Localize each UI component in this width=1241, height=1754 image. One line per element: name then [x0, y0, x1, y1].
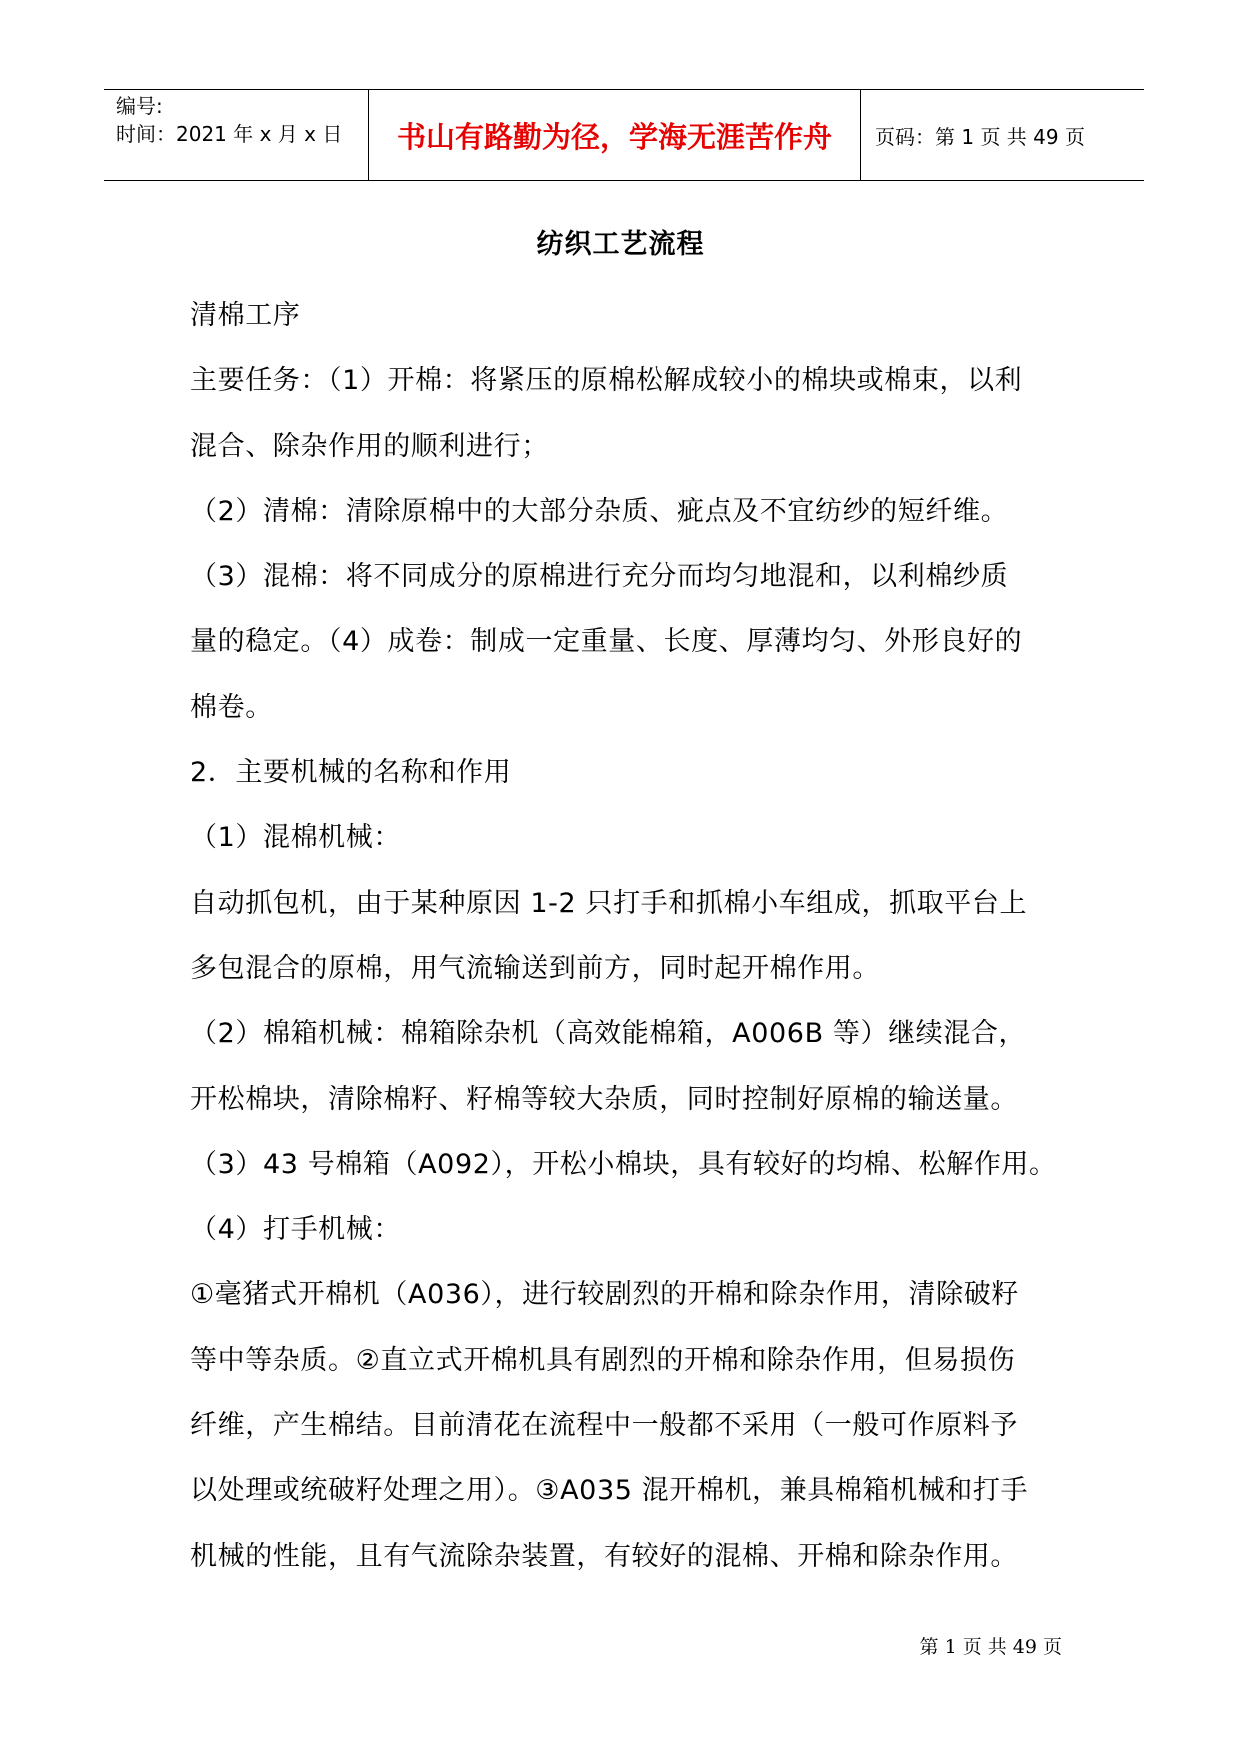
number-label: 编号:: [116, 94, 163, 118]
body-line: （3）43 号棉箱（A092），开松小棉块，具有较好的均棉、松解作用。: [190, 1148, 1057, 1180]
body-line: 清棉工序: [190, 300, 301, 331]
body-line: ①毫猪式开棉机（A036），进行较剧烈的开棉和除杂作用，清除破籽: [190, 1279, 1019, 1311]
page-header: [104, 89, 1144, 181]
body-line: 多包混合的原棉，用气流输送到前方，同时起开棉作用。: [190, 952, 880, 984]
body-line: （2）清棉：清除原棉中的大部分杂质、疵点及不宜纺纱的短纤维。: [190, 495, 1009, 527]
body-line: 开松棉块，清除棉籽、籽棉等较大杂质，同时控制好原棉的输送量。: [190, 1083, 1018, 1115]
body-line: 以处理或统破籽处理之用）。③A035 混开棉机，兼具棉箱机械和打手: [190, 1475, 1029, 1507]
body-line: 等中等杂质。②直立式开棉机具有剧烈的开棉和除杂作用，但易损伤: [190, 1344, 1016, 1376]
time-label: 时间：2021 年 x 月 x 日: [116, 122, 343, 146]
document-title: 纺织工艺流程: [536, 229, 705, 260]
body-line: 混合、除杂作用的顺利进行；: [190, 430, 549, 462]
body-line: （2）棉箱机械：棉箱除杂机（高效能棉箱，A006B 等）继续混合，: [190, 1018, 1027, 1050]
body-line: 2．主要机械的名称和作用: [190, 757, 512, 789]
body-line: 自动抓包机，由于某种原因 1-2 只打手和抓棉小车组成，抓取平台上: [190, 887, 1028, 919]
body-line: 机械的性能，且有气流除杂装置，有较好的混棉、开棉和除杂作用。: [190, 1540, 1018, 1572]
body-line: 量的稳定。（4）成卷：制成一定重量、长度、厚薄均匀、外形良好的: [190, 626, 1023, 658]
body-line: （1）混棉机械：: [190, 822, 401, 854]
header-meta: [104, 90, 369, 180]
body-line: 纤维，产生棉结。目前清花在流程中一般都不采用（一般可作原料予: [190, 1410, 1018, 1442]
header-page-info: 页码：第 1 页 共 49 页: [875, 124, 1085, 149]
header-motto: 书山有路勤为径，学海无涯苦作舟: [369, 90, 861, 180]
page-footer: 第 1 页 共 49 页: [919, 1636, 1062, 1658]
body-line: 棉卷。: [190, 691, 273, 723]
body-line: （4）打手机械：: [190, 1214, 401, 1246]
document-body: [190, 283, 1070, 1589]
body-line: 主要任务：（1）开棉：将紧压的原棉松解成较小的棉块或棉束，以利: [190, 365, 1023, 397]
body-line: （3）混棉：将不同成分的原棉进行充分而均匀地混和，以利棉纱质: [190, 561, 1009, 593]
